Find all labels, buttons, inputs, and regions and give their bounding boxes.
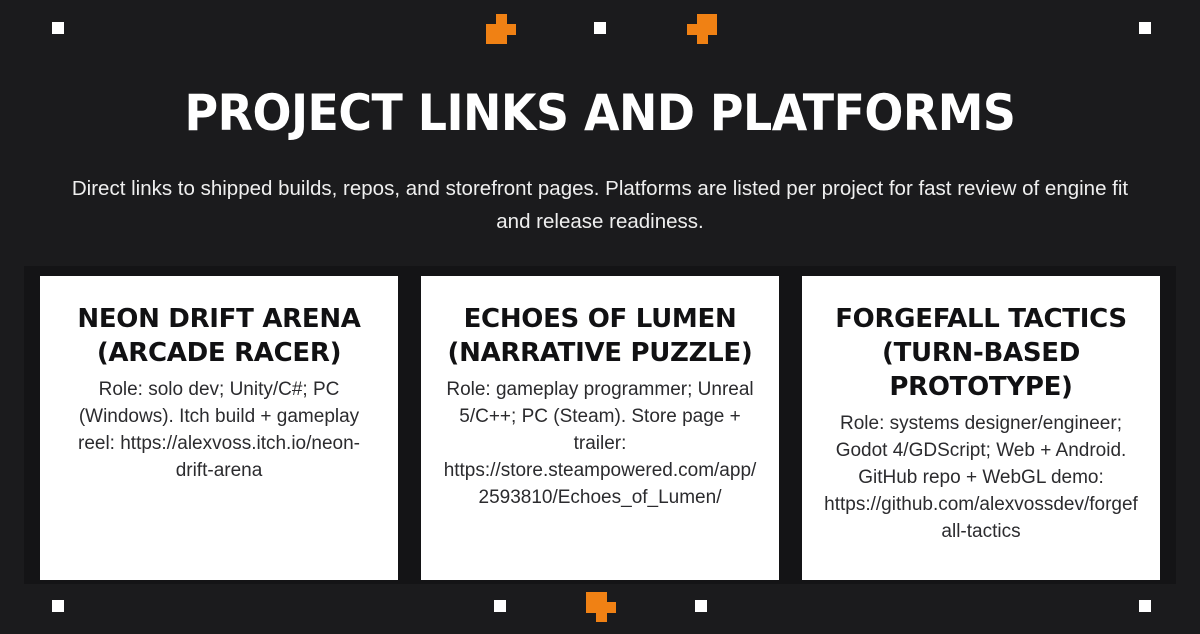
pixel-square-decoration: [494, 600, 506, 612]
pixel-square-decoration: [695, 600, 707, 612]
pixel-square-decoration: [52, 22, 64, 34]
plus-mark-decoration: [586, 592, 616, 622]
project-card-body: Role: solo dev; Unity/C#; PC (Windows). Itch build + gameplay reel: https://alexvoss.itch.io/neon-drift-arena: [78, 379, 360, 481]
project-card-list: [40, 276, 1160, 580]
project-card: [421, 276, 779, 580]
pixel-square-decoration: [1139, 600, 1151, 612]
project-card-title: ECHOES OF LUMEN (NARRATIVE PUZZLE): [447, 304, 753, 368]
project-card-title: FORGEFALL TACTICS (TURN-BASED PROTOTYPE): [835, 304, 1127, 402]
project-card: [802, 276, 1160, 580]
page-subtitle: Direct links to shipped builds, repos, and storefront pages. Platforms are listed per project for fast review of engine fit and release readiness.: [71, 177, 1129, 233]
project-card-title: NEON DRIFT ARENA (ARCADE RACER): [77, 304, 361, 368]
project-card-body: Role: systems designer/engineer; Godot 4/GDScript; Web + Android. GitHub repo + WebGL demo: https://github.com/alexvossdev/forgefall-tactics: [824, 413, 1138, 542]
project-card: [40, 276, 398, 580]
project-card-body: Role: gameplay programmer; Unreal 5/C++; PC (Steam). Store page + trailer: https://store.steampowered.com/app/2593810/Echoes_of_Lumen/: [443, 379, 757, 508]
plus-mark-decoration: [687, 14, 717, 44]
plus-mark-decoration: [486, 14, 516, 44]
pixel-square-decoration: [1139, 22, 1151, 34]
page-title: PROJECT LINKS AND PLATFORMS: [184, 84, 1016, 142]
pixel-square-decoration: [52, 600, 64, 612]
pixel-square-decoration: [594, 22, 606, 34]
